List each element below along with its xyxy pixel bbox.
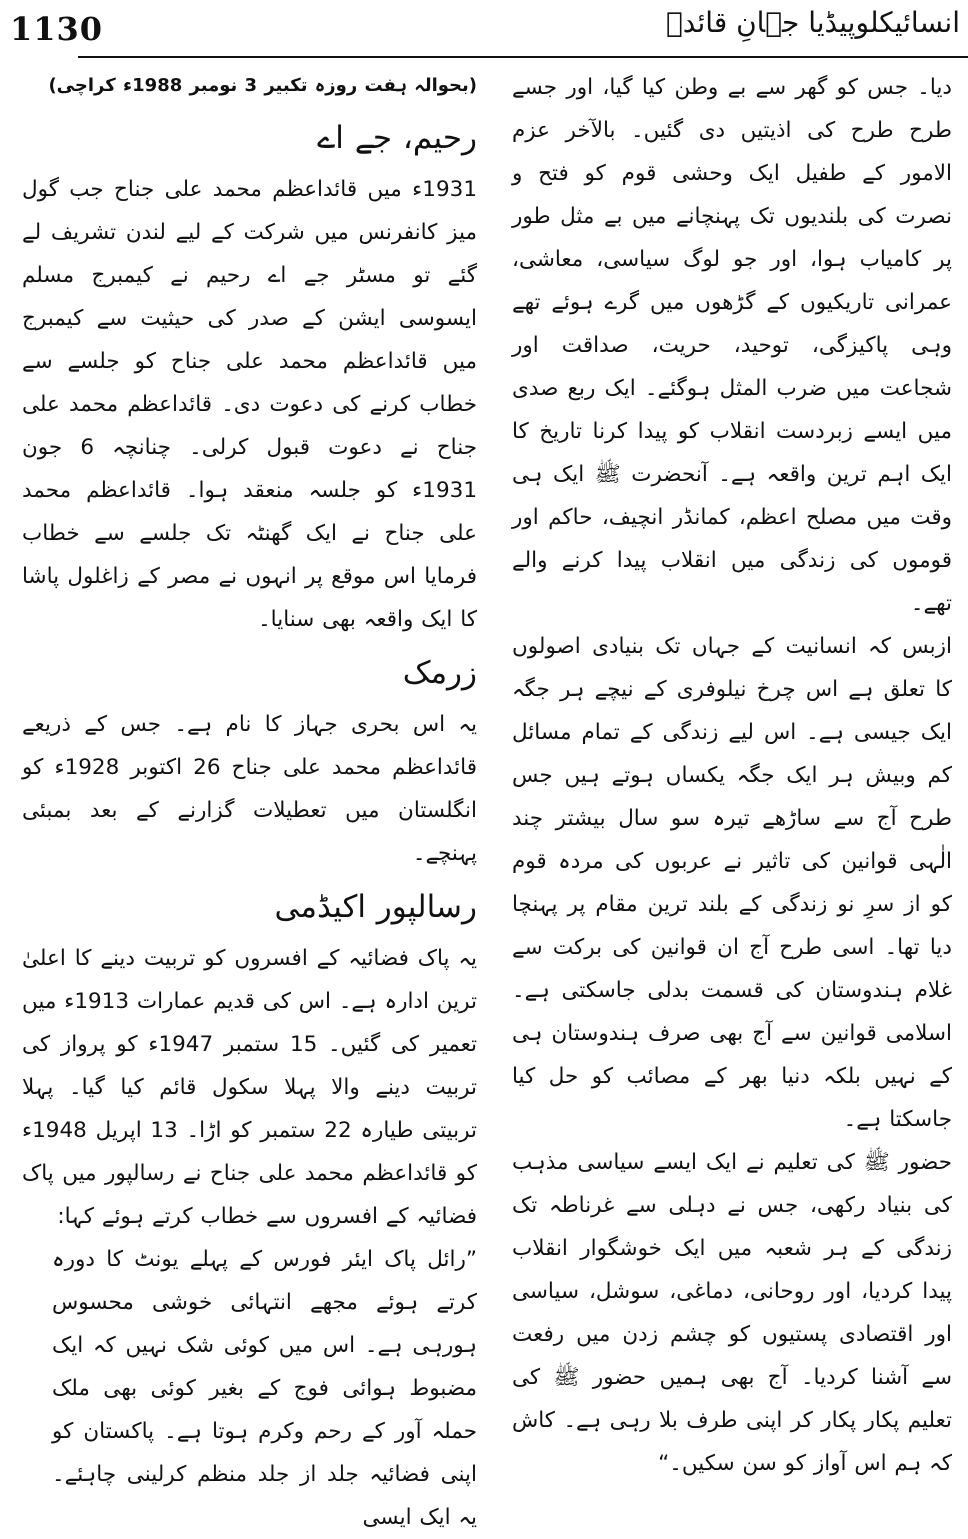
page-number: 1130 bbox=[10, 10, 104, 48]
entry-heading-rahim: رحیم، جے اے bbox=[317, 120, 477, 156]
entry-text-zarmak: یہ اس بحری جہاز کا نام ہے۔ جس کے ذریعے قائداعظم محمد علی جناح 26 اکتوبر 1928ء کو انگلستان میں تعطیلات گزارنے کے بعد بمبئی پہنچے۔ bbox=[22, 712, 477, 866]
entry-rahim bbox=[22, 112, 477, 641]
header-rule bbox=[78, 56, 968, 58]
left-column bbox=[22, 66, 477, 1539]
entry-risalpur-academy bbox=[22, 881, 477, 1539]
entry-heading-risalpur: رسالپور اکیڈمی bbox=[274, 889, 477, 925]
citation: (بحوالہ ہفت روزہ تکبیر 3 نومبر 1988ء کراچی) bbox=[48, 75, 477, 96]
entry-zarmak bbox=[22, 647, 477, 875]
running-title: انسائیکلوپیڈیا جہانِ قائدؒ bbox=[666, 6, 960, 39]
entry-heading-zarmak: زرمک bbox=[402, 655, 477, 691]
entry-text-risalpur: یہ پاک فضائیہ کے افسروں کو تربیت دینے کا اعلیٰ ترین ادارہ ہے۔ اس کی قدیم عمارات 1913ء میں تعمیر کی گئیں۔ 15 ستمبر 1947ء کو پرواز کی تربیت دینے والا پہلا سکول قائم کیا گیا۔ پہلا تربیتی طیارہ 22 ستمبر کو اڑا۔ 13 اپریل 1948ء کو قائداعظم محمد علی جناح نے رسالپور میں پاک فضائیہ کے افسروں سے خطاب کرتے ہوئے کہا: bbox=[21, 946, 477, 1229]
right-paragraph-2: ازبس کہ انسانیت کے جہاں تک بنیادی اصولوں کا تعلق ہے اس چرخ نیلوفری کے نیچے ہر جگہ ایک جیسی ہے۔ اس لیے زندگی کے تمام مسائل کم وبیش ہر ایک جگہ یکساں ہوتے ہیں جس طرح آج سے ساڑھے تیرہ سو سال بیشتر چند الٰہی قوانین کی تاثیر نے عربوں کی مردہ قوم کو از سرِ نو زندگی کے بلند ترین مقام پر پہنچا دیا تھا۔ اسی طرح آج ان قوانین کی برکت سے غلام ہندوستان کی قسمت بدلی جاسکتی ہے۔ اسلامی قوانین سے آج بھی صرف ہندوستان ہی کے نہیں بلکہ دنیا بھر کے مصائب کو حل کیا جاسکتا ہے۔ bbox=[512, 634, 952, 1132]
right-column bbox=[512, 66, 952, 1485]
right-paragraph-1: دیا۔ جس کو گھر سے بے وطن کیا گیا، اور جسے طرح طرح کی اذیتیں دی گئیں۔ بالآخر عزم الامور کے طفیل ایک وحشی قوم کو فتح و نصرت کی بلندیوں تک پہنچانے میں بے مثل طور پر کامیاب ہوا، اور جو لوگ سیاسی، معاشی، عمرانی تاریکیوں کے گڑھوں میں گرے ہوئے تھے وہی پاکیزگی، توحید، حریت، صداقت اور شجاعت میں ضرب المثل ہوگئے۔ ایک ربع صدی میں ایسے زبردست انقلاب کو پیدا کرنا تاریخ کا ایک اہم ترین واقعہ ہے۔ آنحضرت ﷺ ایک ہی وقت میں مصلح اعظم، کمانڈر انچیف، حاکم اور قوموں کی زندگی میں انقلاب پیدا کرنے والے تھے۔ bbox=[512, 75, 952, 616]
entry-quote-risalpur: ”رائل پاک ایئر فورس کے پہلے یونٹ کا دورہ کرتے ہوئے مجھے انتہائی خوشی محسوس ہورہی ہے۔ اس میں کوئی شک نہیں کہ ایک مضبوط ہوائی فوج کے بغیر کوئی بھی ملک حملہ آور کے رحم وکرم ہوتا ہے۔ پاکستان کو اپنی فضائیہ جلد از جلد منظم کرلینی چاہئے۔ یہ ایک ایسی bbox=[52, 1247, 477, 1530]
entry-text-rahim: 1931ء میں قائداعظم محمد علی جناح جب گول میز کانفرنس میں شرکت کے لیے لندن تشریف لے گئے تو مسٹر جے اے رحیم نے کیمبرج مسلم ایسوسی ایشن کے صدر کی حیثیت سے کیمبرج میں قائداعظم محمد علی جناح کو جلسے سے خطاب کرنے کی دعوت دی۔ قائداعظم محمد علی جناح نے دعوت قبول کرلی۔ چنانچہ 6 جون 1931ء کو جلسہ منعقد ہوا۔ قائداعظم محمد علی جناح نے ایک گھنٹہ تک جلسے سے خطاب فرمایا اس موقع پر انہوں نے مصر کے زاغلول پاشا کا ایک واقعہ بھی سنایا۔ bbox=[22, 177, 477, 632]
right-paragraph-3: حضور ﷺ کی تعلیم نے ایک ایسے سیاسی مذہب کی بنیاد رکھی، جس نے دہلی سے غرناطہ تک زندگی کے ہر شعبہ میں ایک خوشگوار انقلاب پیدا کردیا، اور روحانی، دماغی، سوشل، سیاسی اور اقتصادی پستیوں کو چشم زدن میں رفعت سے آشنا کردیا۔ آج بھی ہمیں حضور ﷺ کی تعلیم پکار پکار کر اپنی طرف بلا رہی ہے۔ کاش کہ ہم اس آواز کو سن سکیں۔“ bbox=[512, 1150, 952, 1476]
